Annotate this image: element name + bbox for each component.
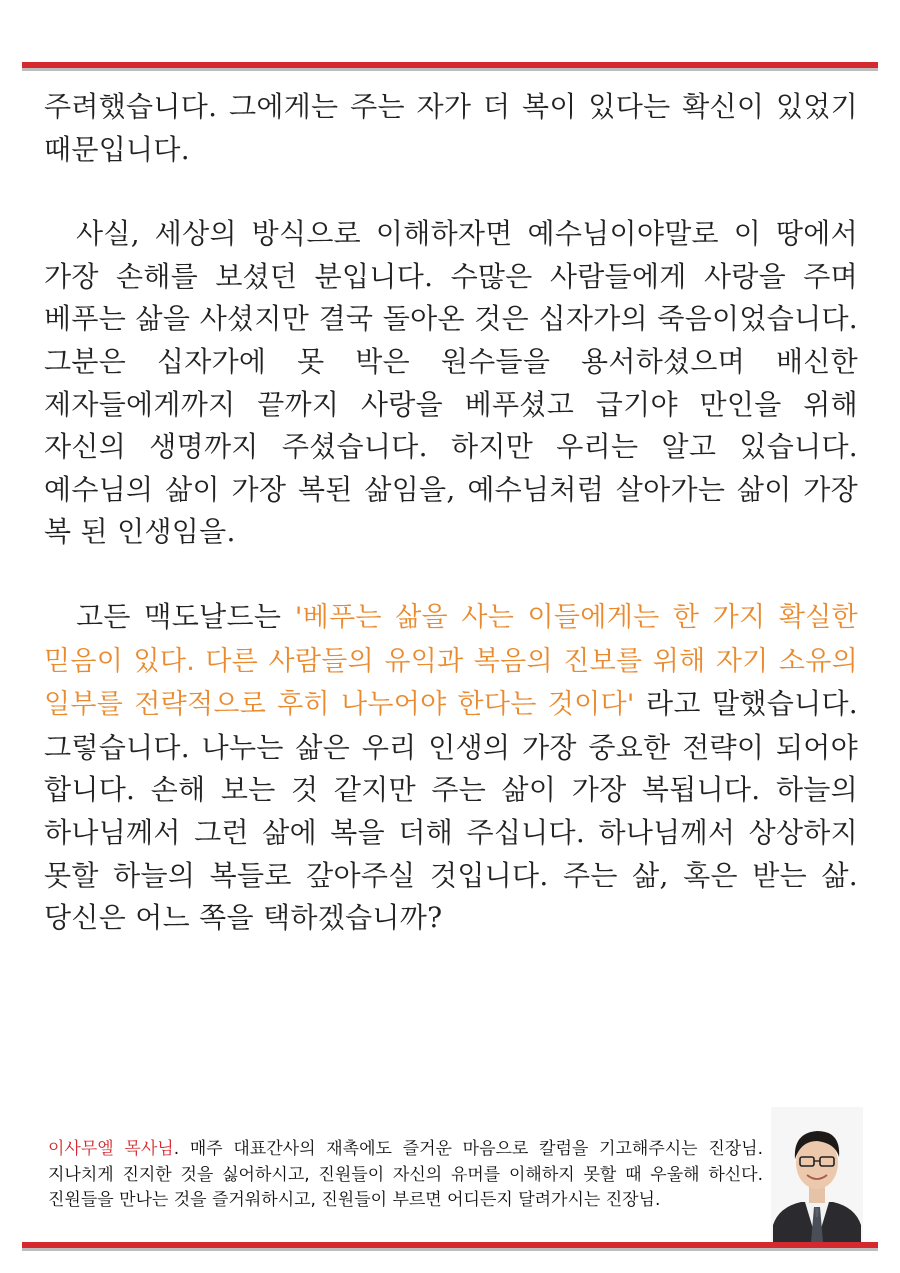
author-name: 이사무엘 목사님 bbox=[48, 1139, 174, 1159]
author-photo bbox=[771, 1107, 863, 1242]
paragraph-1: 주려했습니다. 그에게는 주는 자가 더 복이 있다는 확신이 있었기 때문입니다. bbox=[44, 90, 858, 166]
author-description: . 매주 대표간사의 재촉에도 즐거운 마음으로 칼럼을 기고해주시는 진장님. 지나치게 진지한 것을 싫어하시고, 진원들이 자신의 유머를 이해하지 못할 때 우울해 하신다. 진원들을 만나는 것을 즐거워하시고, 진원들이 부르면 어디든지 달려가시는 진장님. bbox=[48, 1139, 763, 1210]
highlighted-quote: '베푸는 삶을 사는 이들에게는 한 가지 확실한 믿음이 있다. 다른 사람들의 유익과 복음의 진보를 위해 자기 소유의 일부를 전략적으로 후히 나누어야 한다는 것이다' bbox=[44, 601, 858, 721]
paragraph-2: 사실, 세상의 방식으로 이해하자면 예수님이야말로 이 땅에서 가장 손해를 보셨던 분입니다. 수많은 사람들에게 사랑을 주며 베푸는 삶을 사셨지만 결국 돌아온 것은 십자가의 죽음이었습니다. 그분은 십자가에 못 박은 원수들을 용서하셨으며 배신한 제자들에게까지 끝까지 사랑을 베푸셨고 급기야 만인을 위해 자신의 생명까지 주셨습니다. 하지만 우리는 알고 있습니다. 예수님의 삶이 가장 복된 삶임을, 예수님처럼 살아가는 삶이 가장 복 된 인생임을. bbox=[44, 217, 858, 549]
top-divider bbox=[22, 62, 878, 68]
article-body bbox=[44, 86, 858, 940]
paragraph-3-lead: 고든 맥도날드는 bbox=[76, 599, 295, 633]
paragraph-3-rest: 라고 말했습니다. 그렇습니다. 나누는 삶은 우리 인생의 가장 중요한 전략이 되어야 합니다. 손해 보는 것 같지만 주는 삶이 가장 복됩니다. 하늘의 하나님께서 그런 삶에 복을 더해 주십니다. 하나님께서 상상하지 못할 하늘의 복들로 갚아주실 것입니다. 주는 삶, 혹은 받는 삶. 당신은 어느 쪽을 택하겠습니까? bbox=[44, 687, 858, 935]
author-bio bbox=[48, 1137, 763, 1214]
bottom-divider bbox=[22, 1242, 878, 1248]
paragraph-3 bbox=[44, 596, 858, 940]
